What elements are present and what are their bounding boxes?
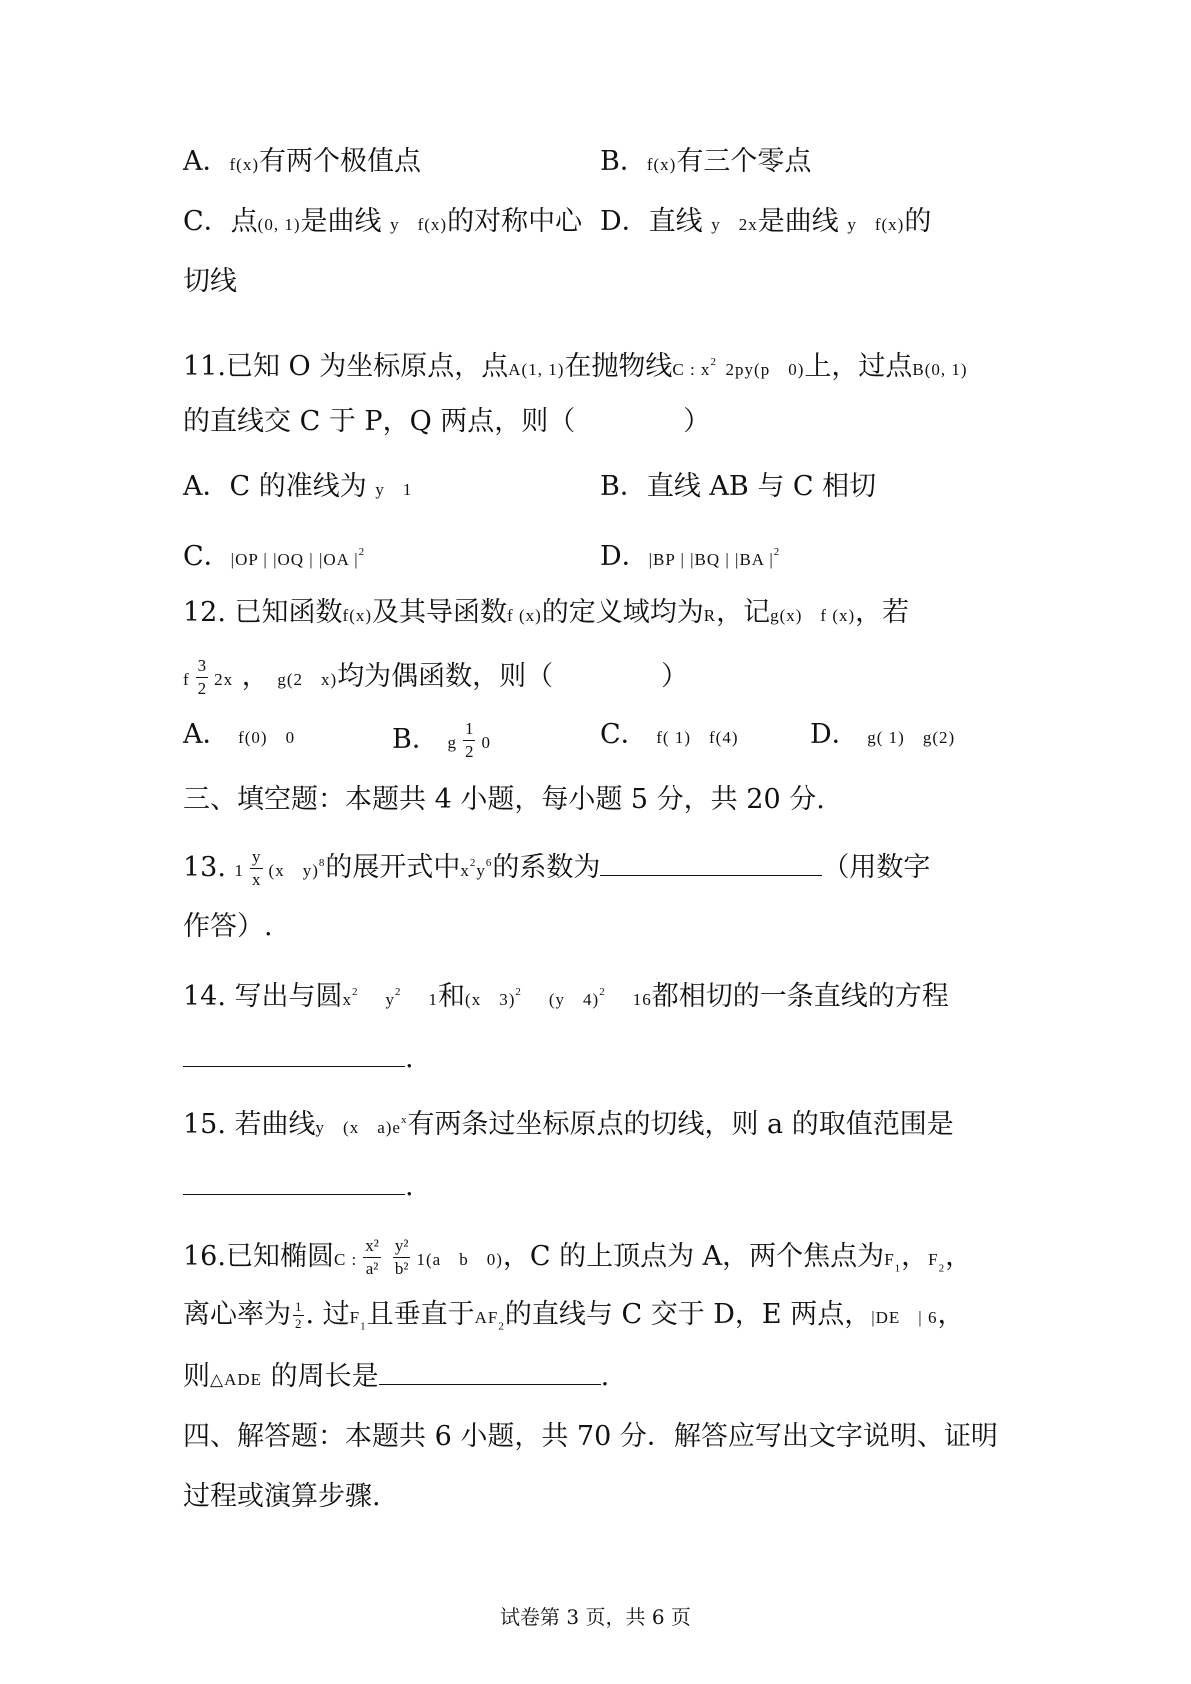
fraction-1-2: $\frac{1}{2}$ <box>295 1299 302 1331</box>
q14-answer-blank[interactable] <box>183 1040 405 1067</box>
q13-stem-line2: 作答）. <box>183 911 273 942</box>
section-3-heading: 三、填空题：本题共 4 小题，每小题 5 分，共 20 分. <box>183 784 825 815</box>
q12-stem-line2: f $\frac{3}{2}$ 2x ， g(2 x)均为偶函数，则（ ） <box>183 656 689 698</box>
section-4-heading-line2: 过程或演算步骤. <box>183 1481 381 1512</box>
q13-answer-blank[interactable] <box>600 849 822 876</box>
fraction-y-x: $\frac{y}{x}$ <box>252 847 261 889</box>
fraction-y2-b2: $\frac{\text{y²}}{\text{b²}}$ <box>394 1236 409 1278</box>
q11-option-a: A．C 的准线为 y 1 <box>183 471 413 502</box>
q12-option-a: A． f(0) 0 <box>183 719 296 750</box>
q12-option-c: C． f( 1) f(4) <box>600 719 739 750</box>
q10-option-c: C．点(0, 1)是曲线 y f(x)的对称中心 <box>183 206 583 237</box>
q10-option-b: B．f(x)有三个零点 <box>600 146 812 177</box>
page-footer: 试卷第 3 页，共 6 页 <box>500 1605 691 1629</box>
q11-stem: 11.已知 O 为坐标原点，点A(1, 1)在抛物线C : $x^2$ 2py(p 0)上，过点B(0, 1) <box>183 351 968 382</box>
q12-option-b: B． g $\frac{1}{2}$ 0 <box>392 719 491 761</box>
section-4-heading: 四、解答题：本题共 6 小题，共 70 分．解答应写出文字说明、证明 <box>183 1421 998 1452</box>
q12-option-d: D． g( 1) g(2) <box>810 719 956 750</box>
q15-answer-blank[interactable] <box>183 1168 405 1195</box>
q15-stem: 15. 若曲线y (x $a)e^x$有两条过坐标原点的切线，则 a 的取值范围是 <box>183 1109 954 1140</box>
q13-stem: 13. 1 $\frac{y}{x}$ (x y)$^8$的展开式中$x^2y^6$的系数为 （用数字 <box>183 847 931 889</box>
q11-option-d: D．|BP | |BQ | |BA $|^2$ <box>600 541 781 572</box>
q10-option-a: A．f(x)有两个极值点 <box>183 146 421 177</box>
q12-stem: 12. 已知函数f(x)及其导函数f (x)的定义域均为R，记g(x) f (x)，若 <box>183 597 910 628</box>
q16-answer-blank[interactable] <box>379 1358 601 1385</box>
q11-stem-line2: 的直线交 C 于 P，Q 两点，则（ ） <box>183 406 711 437</box>
q16-stem: 16.已知椭圆C : $\frac{\text{x²}}{\text{a²}}$ $\frac{\text{y²}}{\text{b²}}$ 1(a b 0)，C 的上顶点为 A，两个焦点为$F_1$，$F_2$， <box>183 1236 973 1278</box>
fraction-x2-a2: $\frac{\text{x²}}{\text{a²}}$ <box>365 1236 379 1278</box>
q11-option-c: C．|OP | |OQ | |OA $|^2$ <box>183 541 366 572</box>
q16-stem-line3: 则△ADE 的周长是 . <box>183 1358 609 1397</box>
q10-option-d: D．直线 y 2x是曲线 y f(x)的 <box>600 206 932 237</box>
fraction-3-2: $\frac{3}{2}$ <box>197 656 207 698</box>
q15-answer-line: . <box>183 1168 414 1204</box>
fraction-1-2: $\frac{1}{2}$ <box>464 719 474 761</box>
q16-stem-line2: 离心率为 $\frac{1}{2}$ . 过$F_1$且垂直于$AF_2$的直线与 C 交于 D，E 两点，|DE | 6， <box>183 1299 965 1333</box>
q10-option-d-continued: 切线 <box>183 266 237 297</box>
q11-option-b: B．直线 AB 与 C 相切 <box>600 471 877 502</box>
q14-answer-line: . <box>183 1040 414 1076</box>
q14-stem: 14. 写出与圆$x^2$ $y^2$ 1和(x 3)$^2$ (y 4)$^2$ 16都相切的一条直线的方程 <box>183 981 949 1012</box>
